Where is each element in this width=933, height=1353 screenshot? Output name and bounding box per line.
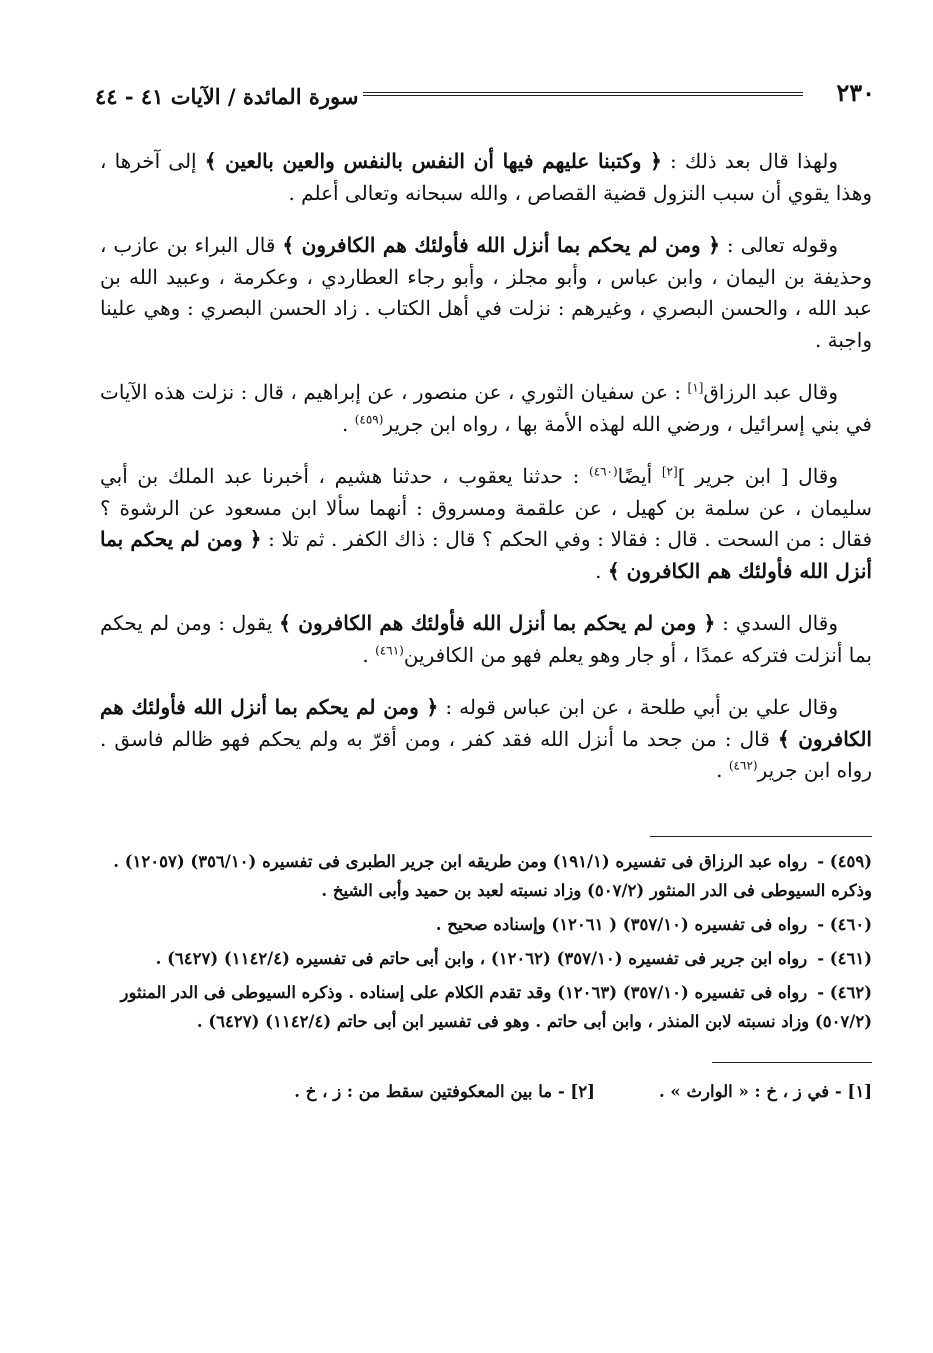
footnote-text: رواه ابن جرير فى تفسيره (٣٥٧/١٠) (١٢٠٦٢) ، وابن أبى حاتم فى تفسيره (١١٤٢/٤) (٦٤٢٧) . — [155, 949, 808, 968]
footnote-ref: (٤٦٢) — [728, 758, 758, 773]
footnote-ref: (٤٦٠) — [588, 464, 618, 479]
footnote-separator — [650, 836, 872, 837]
editor-note-ref: [١] — [687, 380, 704, 395]
footnote-459 — [100, 847, 872, 905]
paragraph-1: ولهذا قال بعد ذلك : ﴿ وكتبنا عليهم فيها أن النفس بالنفس والعين بالعين ﴾ إلى آخرها ، وهذا يقوي أن سبب النزول قضية القصاص ، والله سبحانه وتعالى أعلم . — [100, 149, 872, 205]
quran-quote: ﴿ ومن لم يحكم بما أنزل الله فأولئك هم الكافرون ﴾ — [282, 233, 720, 257]
editor-notes — [100, 1077, 872, 1106]
footnotes-section — [100, 836, 872, 1106]
footnote-462 — [100, 978, 872, 1036]
paragraph-6: وقال علي بن أبي طلحة ، عن ابن عباس قوله : ﴿ ومن لم يحكم بما أنزل الله فأولئك هم الكافرون ﴾ قال : من جحد ما أنزل الله فقد كفر ، ومن أقرّ به ولم يحكم فهو ظالم فاسق . رواه ابن جرير$^{(٤٦٢)}$ . — [100, 695, 872, 782]
page-header — [95, 78, 875, 118]
paragraph-4: وقال [ ابن جرير ][٢] أيضًا$^{(٤٦٠)}$ : حدثنا يعقوب ، حدثنا هشيم ، أخبرنا عبد الملك بن أبي سليمان ، عن سلمة بن كهيل ، عن علقمة ومسروق : أنهما سألا ابن مسعود عن الرشوة ؟ فقال : من السحت . قال : فقالا : وفي الحكم ؟ قال : ذاك الكفر . ثم تلا : ﴿ ومن لم يحكم بما أنزل الله فأولئك هم الكافرون ﴾ . — [100, 464, 872, 583]
footnote-number: (٤٦٢) - — [817, 983, 872, 1002]
footnote-text: رواه فى تفسيره (٣٥٧/١٠) (١٢٠٦٣) وقد تقدم الكلام على إسناده . وذكره السيوطى فى الدر المنثور (٥٠٧/٢) وزاد نسبته لابن المنذر ، وابن أبى حاتم . وهو فى تفسير ابن أبى حاتم (١١٤٢/٤) (٦٤٢٧) . — [120, 983, 872, 1031]
footnote-number: (٤٦١) - — [817, 949, 872, 968]
quran-quote: ﴿ ومن لم يحكم بما أنزل الله فأولئك هم الكافرون ﴾ — [100, 695, 872, 751]
quran-quote: ﴿ وكتبنا عليهم فيها أن النفس بالنفس والعين بالعين ﴾ — [204, 149, 662, 173]
footnote-text: رواه عبد الرزاق فى تفسيره (١٩١/١) ومن طريقه ابن جرير الطبرى فى تفسيره (٣٥٦/١٠) (١٢٠٥٧) . وذكره السيوطى فى الدر المنثور (٥٠٧/٢) وزاد نسبته لعبد بن حميد وأبى الشيخ . — [113, 852, 872, 900]
footnote-number: (٤٦٠) - — [817, 915, 872, 934]
footnote-ref: (٤٦١) — [375, 642, 404, 657]
header-rule — [363, 92, 803, 98]
footnote-number: (٤٥٩) - — [817, 852, 872, 871]
footnote-461 — [100, 944, 872, 973]
page-number: ٢٣٠ — [836, 78, 875, 107]
editor-notes-separator — [712, 1062, 872, 1063]
footnote-460 — [100, 910, 872, 939]
footnote-text: رواه فى تفسيره (٣٥٧/١٠) ( ١٢٠٦١) وإسناده صحيح . — [435, 915, 808, 934]
paragraph-2: وقوله تعالى : ﴿ ومن لم يحكم بما أنزل الله فأولئك هم الكافرون ﴾ قال البراء بن عازب ، وحذيفة بن اليمان ، وابن عباس ، وأبو مجلز ، وأبو رجاء العطاردي ، وعكرمة ، وعبيد الله بن عبد الله ، والحسن البصري ، وغيرهم : نزلت في أهل الكتاب . زاد الحسن البصري : وهي علينا واجبة . — [100, 233, 872, 352]
main-text — [100, 146, 872, 808]
footnote-ref: (٤٥٩) — [354, 411, 384, 426]
running-title: سورة المائدة / الآيات ٤١ - ٤٤ — [95, 84, 359, 109]
editor-note-ref: [٢] — [661, 464, 678, 479]
editor-note-2: [٢] - ما بين المعكوفتين سقط من : ز ، خ . — [294, 1082, 595, 1101]
editor-note-1: [١] - في ز ، خ : « الوارث » . — [658, 1082, 872, 1101]
paragraph-3: وقال عبد الرزاق[١] : عن سفيان الثوري ، عن منصور ، عن إبراهيم ، قال : نزلت هذه الآيات في بني إسرائيل ، ورضي الله لهذه الأمة بها ، رواه ابن جرير$^{(٤٥٩)}$ . — [100, 380, 872, 436]
quran-quote: ﴿ ومن لم يحكم بما أنزل الله فأولئك هم الكافرون ﴾ — [100, 527, 872, 583]
quran-quote: ﴿ ومن لم يحكم بما أنزل الله فأولئك هم الكافرون ﴾ — [279, 611, 716, 635]
paragraph-5: وقال السدي : ﴿ ومن لم يحكم بما أنزل الله فأولئك هم الكافرون ﴾ يقول : ومن لم يحكم بما أنزلت فتركه عمدًا ، أو جار وهو يعلم فهو من الكافرين$^{(٤٦١)}$ . — [100, 611, 872, 667]
